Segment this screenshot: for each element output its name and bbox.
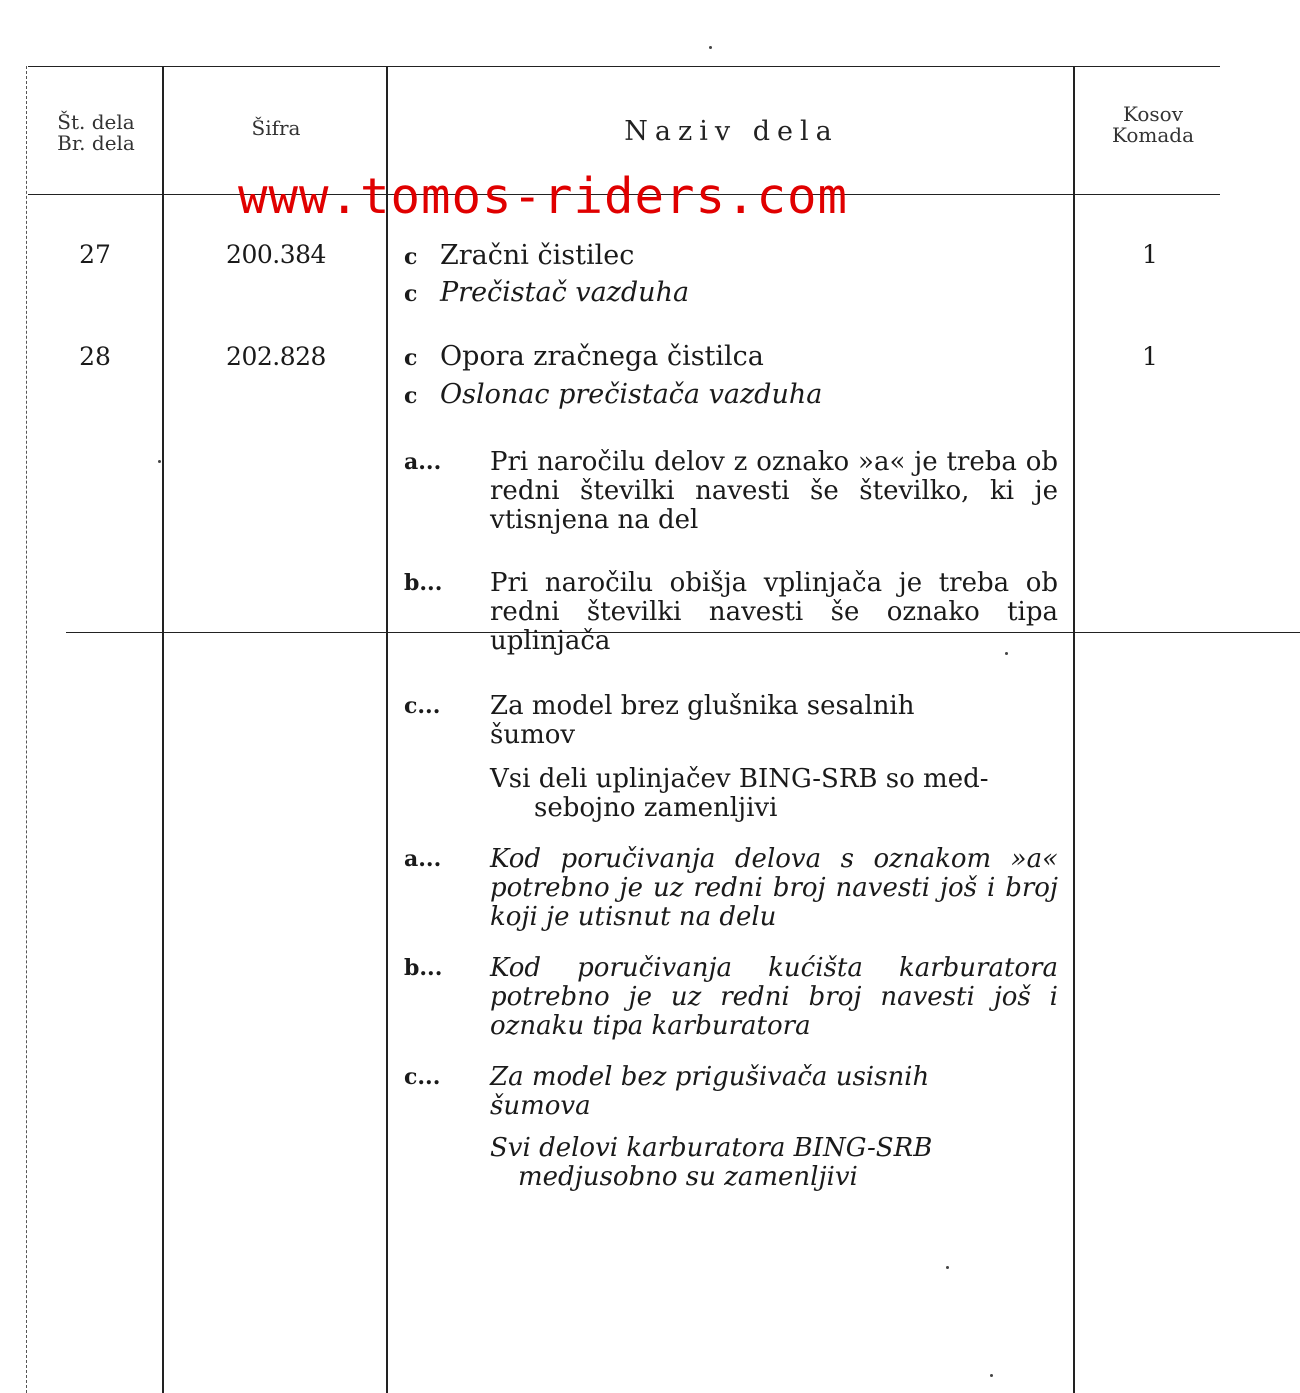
row-28-marker-2: c [404, 383, 418, 409]
scan-speck [990, 1374, 993, 1377]
left-margin-rule [26, 66, 27, 1393]
row-27-name-sr-text: Prečistač vazduha [440, 277, 690, 308]
note-sr-c-marker: c... [404, 1064, 441, 1090]
header-part-number [34, 112, 158, 154]
scan-speck [946, 1266, 949, 1269]
row-27-name-slovenian [404, 240, 634, 271]
header-code: Šifra [251, 116, 301, 140]
note-sr-a-marker: a... [404, 846, 442, 872]
row-27-quantity: 1 [1142, 240, 1158, 269]
table-top-rule [28, 66, 1220, 67]
row-27-code: 200.384 [226, 240, 326, 269]
note-sr-interchangeable-line2: medjusobno su zamenljivi [518, 1162, 858, 1192]
row-28-marker-1: c [404, 345, 418, 371]
column-rule-1 [162, 66, 164, 1393]
note-sl-interchangeable [490, 765, 1056, 823]
row-28-name-sr-text: Oslonac prečistača vazduha [440, 379, 823, 410]
scan-speck [1005, 652, 1008, 655]
note-sl-interchangeable-line1: Vsi deli uplinjačev BING-SRB so med- [490, 764, 989, 794]
note-sr-b-text: Kod poručivanja kućišta karburatora potrebno je uz redni broj navesti još i oznaku tipa karburatora [490, 953, 1058, 1041]
column-rule-3 [1073, 66, 1075, 1393]
note-sl-c-text: Za model brez glušnika sesalnih šumov [490, 691, 915, 750]
row-28-name-slovenian [404, 341, 764, 372]
header-quantity [1077, 104, 1229, 146]
note-sl-c-marker: c... [404, 693, 441, 719]
header-quantity-line2: Komada [1111, 123, 1195, 147]
note-sl-b-marker: b... [404, 570, 443, 596]
note-sl-b-text: Pri naročilu obišja vplinjača je treba ob redni številki navesti še oznako tipa uplinjača [490, 568, 1058, 656]
header-quantity-line1: Kosov [1122, 102, 1184, 126]
note-sr-a-text: Kod poručivanja delova s oznakom »a« potrebno je uz redni broj navesti još i broj koji je utisnut na delu [490, 844, 1058, 932]
note-sl-interchangeable-line2: sebojno zamenljivi [534, 793, 778, 823]
column-rule-2 [386, 66, 388, 1393]
row-28-code: 202.828 [226, 342, 326, 371]
scan-speck [709, 46, 712, 49]
row-27-name-serbian [404, 277, 689, 308]
row-27-name-sl-text: Zračni čistilec [440, 240, 635, 271]
header-part-number-line1: Št. dela [57, 110, 135, 134]
watermark: www.tomos-riders.com [238, 168, 849, 225]
header-part-name: Naziv dela [624, 116, 839, 147]
note-sr-b-marker: b... [404, 955, 443, 981]
note-sr-interchangeable [490, 1134, 1056, 1192]
row-27-marker-1: c [404, 244, 418, 270]
row-27-marker-2: c [404, 281, 418, 307]
row-28-name-serbian [404, 379, 822, 410]
note-sl-a-marker: a... [404, 449, 442, 475]
note-sr-c-text: Za model bez prigušivača usisnih šumova [490, 1062, 930, 1121]
row-28-number: 28 [79, 342, 111, 371]
header-part-number-line2: Br. dela [57, 131, 135, 155]
note-sl-a-text: Pri naročilu delov z oznako »a« je treba ob redni številki navesti še številko, ki je vtisnjena na del [490, 447, 1058, 535]
note-sr-interchangeable-line1: Svi delovi karburatora BING-SRB [490, 1133, 933, 1163]
row-28-quantity: 1 [1142, 342, 1158, 371]
row-28-name-sl-text: Opora zračnega čistilca [440, 341, 764, 372]
row-27-number: 27 [79, 240, 111, 269]
scan-speck [158, 460, 161, 463]
